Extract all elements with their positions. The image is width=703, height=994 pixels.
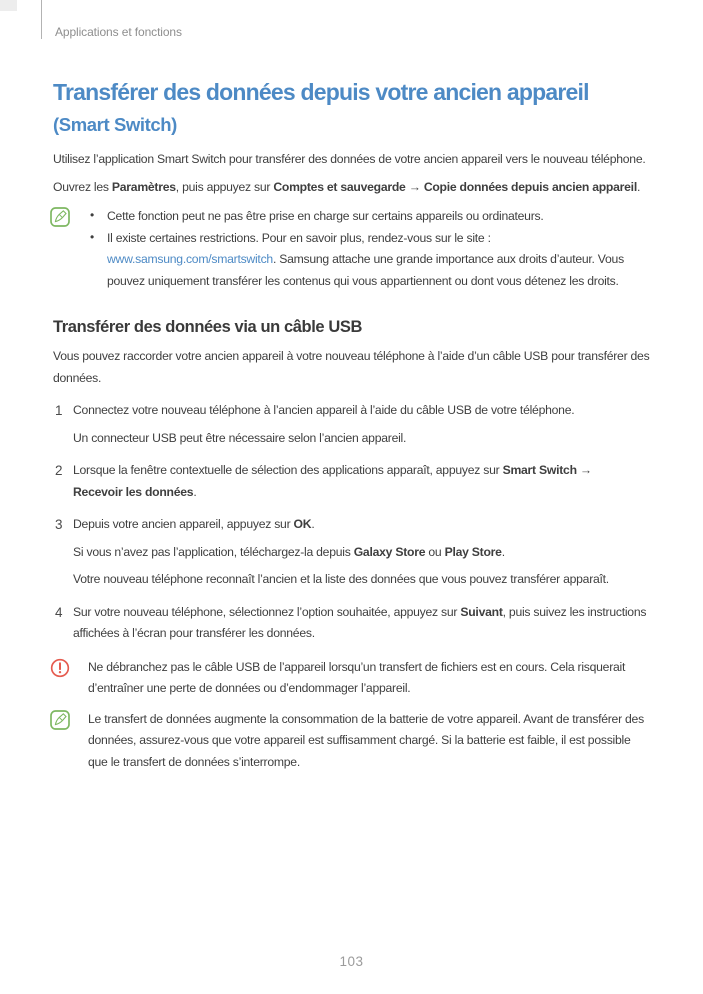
settings-path-paragraph — [53, 177, 653, 199]
step-item — [53, 460, 653, 503]
note-bullet-text — [107, 228, 653, 293]
step-number: 1 — [55, 403, 63, 418]
usb-intro-paragraph: Vous pouvez raccorder votre ancien appareil à votre nouveau téléphone à l’aide d’un câble USB pour transférer des données. — [53, 349, 650, 385]
step-note — [73, 542, 653, 564]
text-segment: Lorsque la fenêtre contextuelle de sélection des applications apparaît, appuyez sur — [73, 463, 503, 477]
bold-text: Galaxy Store — [353, 544, 426, 559]
header-rule — [41, 0, 42, 39]
text-segment: . Samsung attache une grande importance aux droits d’auteur. Vous pouvez uniquement transférer les contenus qui vous appartiennent ou dont vous détenez les droits. — [107, 252, 624, 288]
note-pencil-icon — [50, 206, 70, 232]
page-number: 103 — [339, 954, 364, 969]
bold-text: Comptes et sauvegarde — [273, 179, 406, 194]
text-segment: . — [636, 179, 641, 194]
battery-note-text: Le transfert de données augmente la consommation de la batterie de votre appareil. Avant de transférer des données, assurez-vous que votre appareil est suffisamment chargé. Si la batterie est faible, il est possible que le transfert de données s’interrompe. — [88, 711, 644, 769]
text-segment: Votre nouveau téléphone reconnaît l’ancien et la liste des données que vous pouvez transférer apparaît. — [73, 572, 609, 586]
battery-note-block — [53, 709, 653, 774]
text-segment: → — [576, 463, 592, 477]
text-segment: Sur votre nouveau téléphone, sélectionnez l’option souhaitée, appuyez sur — [73, 604, 461, 619]
step-body — [73, 400, 653, 449]
bold-text: OK — [293, 517, 312, 531]
note-bullet-list — [70, 206, 653, 292]
page-title: Transférer des données depuis votre ancien appareil — [53, 79, 589, 105]
step-text — [73, 400, 653, 422]
text-segment: . — [501, 544, 505, 559]
step-item — [53, 400, 653, 449]
page-content — [53, 0, 653, 773]
step-note — [73, 428, 653, 450]
step-note — [73, 569, 653, 591]
text-segment: , puis appuyez sur — [175, 179, 274, 194]
step-text — [73, 514, 653, 536]
text-segment: Connectez votre nouveau téléphone à l’ancien appareil à l’aide du câble USB de votre téléphone. — [73, 403, 575, 417]
bold-text: Suivant — [460, 604, 503, 619]
running-header: Applications et fonctions — [55, 25, 182, 39]
text-segment: ou — [425, 544, 445, 559]
bold-text: Recevoir les données — [73, 484, 194, 499]
page-subtitle: (Smart Switch) — [53, 114, 177, 135]
text-segment: Depuis votre ancien appareil, appuyez sur — [73, 517, 294, 531]
bold-text: Copie données depuis ancien appareil — [423, 179, 637, 194]
bold-text: Smart Switch — [502, 463, 577, 477]
bold-text: Play Store — [444, 544, 502, 559]
note-pencil-icon — [50, 709, 70, 735]
text-segment: Si vous n’avez pas l’application, téléchargez-la depuis — [73, 544, 354, 559]
bullet-marker — [90, 206, 107, 228]
step-body — [73, 514, 653, 591]
step-number: 4 — [55, 604, 63, 620]
step-text — [73, 602, 653, 645]
text-segment: Il existe certaines restrictions. Pour en savoir plus, rendez-vous sur le site : — [107, 230, 491, 245]
text-segment: . — [311, 517, 315, 531]
text-segment: . — [193, 484, 197, 499]
step-body — [73, 602, 653, 645]
list-item — [90, 206, 653, 228]
step-text — [73, 460, 653, 503]
list-item — [90, 228, 653, 293]
text-segment: Ouvrez les — [53, 179, 112, 194]
note-block — [53, 206, 653, 292]
warning-exclamation-icon — [50, 657, 70, 683]
step-number: 2 — [55, 463, 63, 478]
text-segment: Un connecteur USB peut être nécessaire selon l’ancien appareil. — [73, 430, 407, 445]
bullet-marker — [90, 228, 107, 293]
smartswitch-link[interactable]: www.samsung.com/smartswitch — [107, 252, 273, 266]
step-body — [73, 460, 653, 503]
text-segment: → — [405, 179, 424, 194]
text-segment: , puis suivez les instructions affichées à l’écran pour transférer les données. — [73, 604, 647, 640]
numbered-steps — [53, 400, 653, 645]
step-number: 3 — [55, 517, 63, 532]
intro-paragraph: Utilisez l’application Smart Switch pour transférer des données de votre ancien appareil vers le nouveau téléphone. — [53, 152, 646, 166]
caution-text: Ne débranchez pas le câble USB de l’appareil lorsqu’un transfert de fichiers est en cours. Cela risquerait d’entraîner une perte de données ou d’endommager l’appareil. — [88, 659, 626, 695]
section-heading: Transférer des données via un câble USB — [53, 318, 363, 336]
caution-block — [53, 657, 653, 700]
step-item — [53, 602, 653, 645]
scan-artifact — [0, 0, 17, 11]
step-item — [53, 514, 653, 591]
note-bullet-text: Cette fonction peut ne pas être prise en charge sur certains appareils ou ordinateurs. — [107, 209, 544, 223]
bold-text: Paramètres — [111, 179, 176, 194]
